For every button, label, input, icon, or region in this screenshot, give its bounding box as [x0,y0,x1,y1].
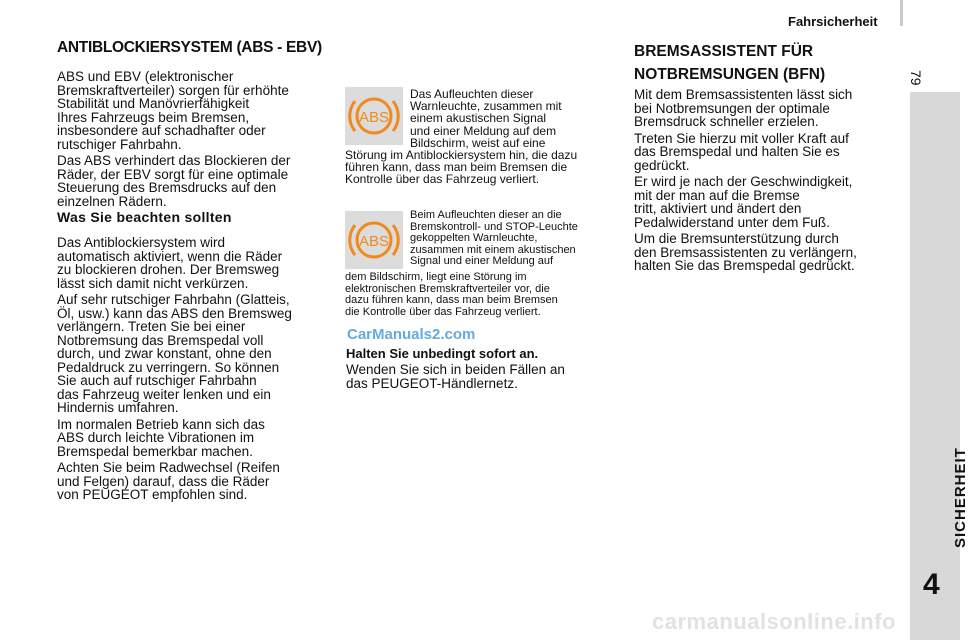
paragraph-text [345,272,620,318]
paragraph-text [410,210,620,268]
paragraph-text [634,175,896,229]
text-line: von PEUGEOT empfohlen sind. [57,487,248,502]
paragraph-text [346,363,616,390]
paragraph-text [57,154,329,208]
text-line: mit der man auf die Bremse [634,187,800,203]
paragraph-text [57,461,329,502]
text-line: gedrückt. [634,157,690,173]
text-line: zusammen mit einem akustischen [410,243,576,256]
site-watermark: CarManuals2.com [347,326,476,343]
subsection-title: Was Sie beachten sollten [57,209,232,225]
chapter-number: 4 [923,568,940,601]
text-line: durch, und zwar konstant, ohne den [57,346,272,361]
abs-warning-light-icon [345,87,403,145]
title-line: BREMSASSISTENT FÜR [634,43,814,60]
text-line: Bremskontroll- und STOP-Leuchte [410,220,578,233]
bfn-section-title [634,40,884,86]
text-line: Ihres Fahrzeugs beim Bremsen, [57,109,250,125]
text-line: Das Antiblockiersystem wird [57,235,226,250]
text-line: und einer Meldung auf dem [410,123,557,138]
paragraph-text [634,88,896,129]
text-line: Um die Bremsunterstützung durch [634,231,839,246]
paragraph-text [634,132,896,173]
text-line: Wenden Sie sich in beiden Fällen an [346,362,565,377]
abs-intro-paragraph [57,70,329,208]
svg-text:ABS: ABS [358,109,390,126]
abs-warning-text-right [410,88,610,149]
paragraph-text [57,418,329,459]
text-line: ABS und EBV (elektronischer [57,69,234,84]
ebv-warning-text-full [345,272,620,318]
svg-text:ABS: ABS [358,233,390,250]
bfn-paragraphs [634,88,896,273]
sidebar-section-label: SICHERHEIT [952,447,969,548]
text-line: Pedalwiderstand unter dem Fuß. [634,214,830,230]
text-line: das Fahrzeug weiter lenken und ein [57,386,271,402]
text-line: Steuerung des Bremsdrucks auf den [57,180,277,195]
text-line: Öl, usw.) kann das ABS den Bremsweg [57,305,292,321]
text-line: Räder, der EBV sorgt für eine optimale [57,166,289,182]
ebv-warning-text-right [410,210,620,268]
text-line: Signal und einer Meldung auf [410,255,554,267]
paragraph-text [57,70,329,151]
text-line: Notbremsung das Bremspedal voll [57,332,264,348]
page-header-title: Fahrsicherheit [788,14,878,29]
text-line: Kontrolle über das Fahrzeug verliert. [345,172,540,187]
text-line: tritt, aktiviert und ändert den [634,201,802,216]
text-line: verlängern. Treten Sie bei einer [57,319,246,334]
text-line: rutschiger Fahrbahn. [57,136,182,152]
text-line: einem akustischen Signal [410,111,547,126]
text-line: lässt sich damit nicht verkürzen. [57,275,249,291]
text-line: Das ABS verhindert das Blockieren der [57,153,291,168]
text-line: zu blockieren drohen. Der Bremsweg [57,262,280,277]
paragraph-text [345,149,620,186]
text-line: Sie auch auf rutschiger Fahrbahn [57,373,257,388]
text-line: Bremsdruck schneller erzielen. [634,114,819,129]
header-divider [900,0,903,26]
abs-section-title: ANTIBLOCKIERSYSTEM (ABS - EBV) [57,39,322,56]
text-line: Pedaldruck zu verringern. So können [57,359,280,375]
text-line: Bildschirm, weist auf eine [410,135,546,150]
ebv-warning-light-icon [345,211,403,269]
title-line: NOTBREMSUNGEN (BFN) [634,66,826,83]
text-line: dem Bildschirm, liegt eine Störung im [345,271,527,283]
abs-notes-paragraphs [57,236,329,502]
text-line: Bremskraftverteiler) sorgen für erhöhte [57,82,289,98]
footer-watermark: carmanualsonline.info [652,609,896,634]
text-line: Das Aufleuchten dieser [410,87,534,101]
paragraph-text [634,232,896,273]
text-line: einzelnen Rädern. [57,193,167,209]
text-line: ABS durch leichte Vibrationen im [57,430,255,445]
text-line: Hindernis umfahren. [57,400,179,415]
text-line: Er wird je nach der Geschwindigkeit, [634,174,853,189]
text-line: Achten Sie beim Radwechsel (Reifen [57,460,280,475]
text-line: Bremspedal bemerkbar machen. [57,443,253,459]
paragraph-text [57,236,329,290]
text-line: insbesondere auf schadhafter oder [57,123,266,138]
text-line: führen kann, dass man beim Bremsen die [345,160,568,175]
text-line: das Bremspedal und halten Sie es [634,144,840,159]
text-line: Mit dem Bremsassistenten lässt sich [634,87,853,102]
text-line: dazu führen kann, dass man beim Bremsen [345,294,558,306]
text-line: Auf sehr rutschiger Fahrbahn (Glatteis, [57,292,290,307]
paragraph-text [57,293,329,415]
text-line: bei Notbremsungen der optimale [634,100,830,116]
text-line: den Bremsassistenten zu verlängern, [634,244,857,260]
text-line: automatisch aktiviert, wenn die Räder [57,248,283,264]
text-line: Warnleuchte, zusammen mit [410,99,562,114]
text-line: elektronischen Bremskraftverteiler vor, die [345,282,550,295]
paragraph-text [410,88,610,149]
text-line: halten Sie das Bremspedal gedrückt. [634,258,855,273]
text-line: die Kontrolle über das Fahrzeug verliert. [345,305,541,318]
stop-warning-title: Halten Sie unbedingt sofort an. [346,346,539,361]
text-line: Treten Sie hierzu mit voller Kraft auf [634,130,849,146]
stop-warning-text [346,363,616,390]
text-line: Störung im Antiblockiersystem hin, die dazu [345,148,578,162]
chapter-sidebar [910,92,960,640]
text-line: das PEUGEOT-Händlernetz. [346,375,518,391]
page-number: 79 [908,70,924,86]
text-line: und Felgen) darauf, dass die Räder [57,473,270,489]
abs-warning-text-full [345,149,620,186]
text-line: Beim Aufleuchten dieser an die [410,209,562,221]
text-line: Stabilität und Manövrierfähigkeit [57,96,250,111]
text-line: Im normalen Betrieb kann sich das [57,416,265,432]
text-line: gekoppelten Warnleuchte, [410,232,538,244]
